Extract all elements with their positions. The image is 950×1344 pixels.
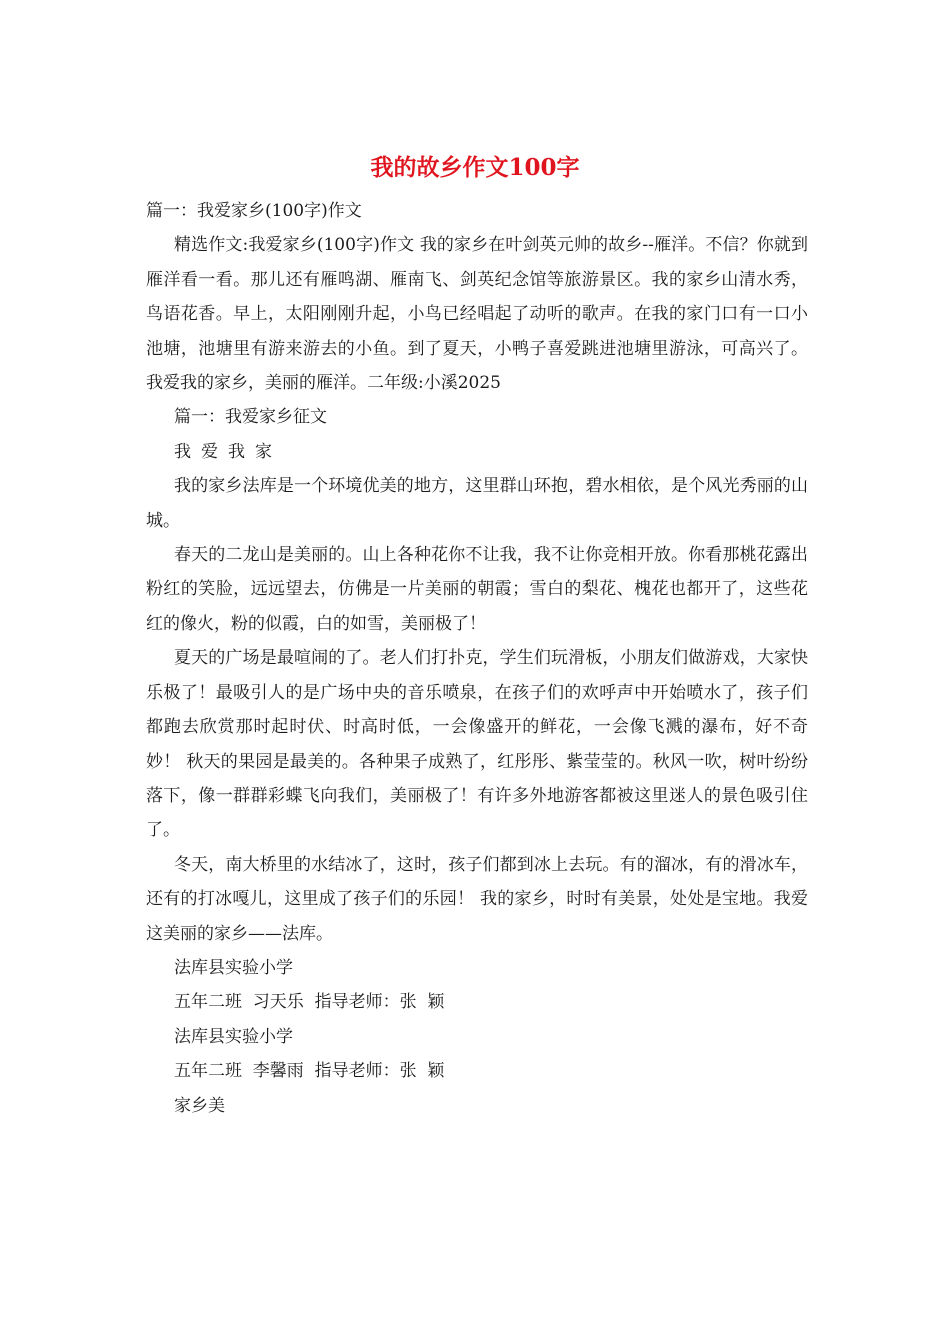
paragraph: 夏天的广场是最喧闹的了。老人们打扑克，学生们玩滑板，小朋友们做游戏，大家快乐极了！最吸引人的是广场中央的音乐喷泉，在孩子们的欢呼声中开始喷水了，孩子们都跑去欣赏那时起时伏、时高时低，一会像盛开的鲜花，一会像飞溅的瀑布，好不奇妙！ 秋天的果园是最美的。各种果子成熟了，红彤彤、紫莹莹的。秋风一吹，树叶纷纷落下，像一群群彩蝶飞向我们，美丽极了！有许多外地游客都被这里迷人的景色吸引住了。 (146, 648, 808, 841)
paragraph: 五年二班 李馨雨 指导老师：张 颖 (174, 1061, 445, 1082)
paragraph: 春天的二龙山是美丽的。山上各种花你不让我，我不让你竞相开放。你看那桃花露出粉红的笑脸，远远望去，仿佛是一片美丽的朝霞；雪白的梨花、槐花也都开了，这些花红的像火，粉的似霞，白的如雪，美丽极了！ (146, 545, 808, 634)
paragraph: 法库县实验小学 (174, 957, 293, 978)
paragraph: 家乡美 (174, 1095, 225, 1116)
paragraph: 精选作文:我爱家乡(100字)作文 我的家乡在叶剑英元帅的故乡--雁洋。不信？你就到雁洋看一看。那儿还有雁鸣湖、雁南飞、剑英纪念馆等旅游景区。我的家乡山清水秀，鸟语花香。早上，太阳刚刚升起，小鸟已经唱起了动听的歌声。在我的家门口有一口小池塘，池塘里有游来游去的小鱼。到了夏天，小鸭子喜爱跳进池塘里游泳，可高兴了。 我爱我的家乡，美丽的雁洋。二年级:小溪2025 (146, 235, 808, 394)
paragraph: 法库县实验小学 (174, 1026, 293, 1047)
paragraph: 篇一：我爱家乡(100字)作文 (146, 201, 362, 221)
paragraph: 五年二班 习天乐 指导老师：张 颖 (174, 992, 445, 1013)
paragraph: 篇一：我爱家乡征文 (174, 407, 327, 428)
document-title: 我的故乡作文100字 (370, 154, 580, 181)
paragraph: 冬天，南大桥里的水结冰了，这时，孩子们都到冰上去玩。有的溜冰，有的滑冰车，还有的打冰嘎儿，这里成了孩子们的乐园！ 我的家乡，时时有美景，处处是宝地。我爱这美丽的家乡——法库。 (146, 854, 808, 944)
document-body (146, 194, 808, 1123)
paragraph: 我爱我家 (174, 441, 282, 462)
paragraph: 我的家乡法库是一个环境优美的地方，这里群山环抱，碧水相依，是个风光秀丽的山城。 (146, 476, 808, 531)
